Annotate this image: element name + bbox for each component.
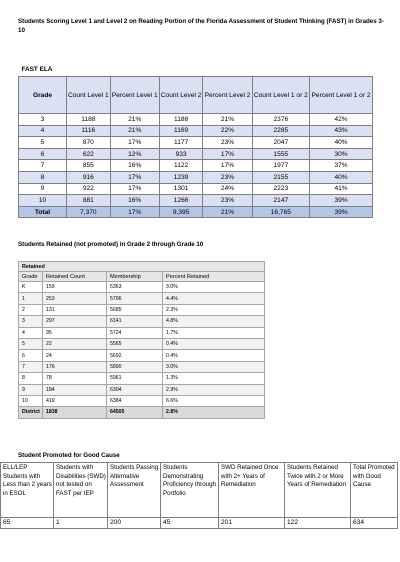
table-cell: 297 [43, 316, 107, 327]
table-cell: 131 [43, 304, 107, 315]
table-cell: Total [19, 206, 67, 218]
table-cell: 17% [203, 160, 252, 172]
table-row [19, 384, 265, 395]
column-header: Grade [19, 272, 43, 282]
table-cell: 45 [161, 518, 219, 529]
table-cell: 2147 [252, 195, 310, 207]
table-cell: 4.4% [163, 293, 265, 304]
table-cell: 8 [19, 373, 43, 384]
fast-section-title: Students Scoring Level 1 and Level 2 on Reading Portion of the Florida Assessment of Student Thinking (FAST) in Grades 3-10 [18, 18, 384, 34]
table-cell: 23% [203, 195, 252, 207]
table-cell: 21% [203, 206, 252, 218]
table-cell: 12% [110, 148, 159, 160]
promoted-header-row [1, 463, 398, 518]
column-header: Percent Level 1 or 2 [310, 77, 373, 114]
table-cell: 5565 [107, 338, 163, 349]
promoted-section-title: Student Promoted for Good Cause [18, 452, 120, 459]
table-cell: 64505 [107, 407, 163, 418]
retained-header-row [19, 272, 265, 282]
column-header: Total Promoted with Good Cause [351, 463, 398, 518]
column-header: Percent Level 1 [110, 77, 159, 114]
table-cell: 184 [43, 384, 107, 395]
table-cell: 1177 [159, 137, 203, 149]
table-row [19, 350, 265, 361]
table-cell: 1301 [159, 183, 203, 195]
table-cell: 6 [19, 148, 67, 160]
column-header: Count Level 1 or 2 [252, 77, 310, 114]
retained-table [18, 261, 265, 419]
table-cell: 5692 [107, 350, 163, 361]
column-header: Count Level 1 [67, 77, 111, 114]
column-header: Students Passing Alternative Assessment [108, 463, 161, 518]
table-cell: 419 [43, 395, 107, 406]
table-row [19, 148, 373, 160]
table-row [19, 304, 265, 315]
table-cell: 122 [285, 518, 351, 529]
table-cell: District [19, 407, 43, 418]
table-cell: 24% [203, 183, 252, 195]
table-cell: 30% [310, 148, 373, 160]
table-cell: 1122 [159, 160, 203, 172]
table-cell: 21% [110, 125, 159, 137]
table-cell: 1239 [159, 171, 203, 183]
table-cell: 41% [310, 183, 373, 195]
table-cell: 21% [110, 114, 159, 126]
table-cell: 10 [19, 195, 67, 207]
table-cell: 10 [19, 395, 43, 406]
table-cell: 1266 [159, 195, 203, 207]
column-header: Percent Retained [163, 272, 265, 282]
table-cell: 78 [43, 373, 107, 384]
table-cell: 5363 [107, 282, 163, 293]
column-header: Students Retained Twice with 2 or More Years of Remediation [285, 463, 351, 518]
table-cell: 3 [19, 114, 67, 126]
table-cell: 2155 [252, 171, 310, 183]
table-cell: 23% [203, 171, 252, 183]
table-cell: 16% [110, 160, 159, 172]
column-header: Students with Disabilities (SWD) not tested on FAST per IEP [54, 463, 108, 518]
table-cell: 2285 [252, 125, 310, 137]
column-header: Retained Count [43, 272, 107, 282]
table-cell: 1188 [67, 114, 111, 126]
table-row [19, 171, 373, 183]
table-cell: 4 [19, 125, 67, 137]
retained-table-caption: Retained [19, 262, 265, 272]
table-row [19, 125, 373, 137]
column-header: ELL/LEP Students with Less than 2 years in ESOL [1, 463, 54, 518]
table-cell: 3 [19, 316, 43, 327]
table-row [19, 195, 373, 207]
table-cell: 8 [19, 171, 67, 183]
table-cell: 253 [43, 293, 107, 304]
table-cell: 159 [43, 282, 107, 293]
column-header: Students Demonstrating Proficiency through Portfolio [161, 463, 219, 518]
table-cell: 24 [43, 350, 107, 361]
table-cell: 3.0% [163, 361, 265, 372]
table-row [19, 316, 265, 327]
table-cell: 40% [310, 137, 373, 149]
table-cell: 634 [351, 518, 398, 529]
column-header: Percent Level 2 [203, 77, 252, 114]
retained-total-row [19, 407, 265, 418]
table-cell: 1.3% [163, 373, 265, 384]
table-cell: 2.9% [163, 384, 265, 395]
table-cell: 17% [203, 148, 252, 160]
table-cell: 5724 [107, 327, 163, 338]
column-header: Count Level 2 [159, 77, 203, 114]
table-cell: 2223 [252, 183, 310, 195]
table-row [19, 361, 265, 372]
table-cell: 622 [67, 148, 111, 160]
table-cell: 916 [67, 171, 111, 183]
table-cell: 43% [310, 125, 373, 137]
table-cell: 200 [108, 518, 161, 529]
table-cell: 5 [19, 137, 67, 149]
table-cell: 1977 [252, 160, 310, 172]
table-cell: 1555 [252, 148, 310, 160]
table-cell: 17% [110, 183, 159, 195]
table-cell: 881 [67, 195, 111, 207]
fast-total-row [19, 206, 373, 218]
table-cell: 201 [219, 518, 285, 529]
table-cell: 7,370 [67, 206, 111, 218]
table-cell: 5796 [107, 293, 163, 304]
table-row [19, 395, 265, 406]
table-cell: 5890 [107, 361, 163, 372]
table-cell: 40% [310, 171, 373, 183]
table-cell: 870 [67, 137, 111, 149]
table-cell: 22% [203, 125, 252, 137]
promoted-good-cause-table [0, 462, 398, 529]
table-cell: 2 [19, 304, 43, 315]
table-cell: 17% [110, 137, 159, 149]
table-cell: 17% [110, 206, 159, 218]
table-cell: 95 [43, 327, 107, 338]
table-cell: 7 [19, 361, 43, 372]
table-cell: 2.8% [163, 407, 265, 418]
table-cell: 7 [19, 160, 67, 172]
table-row [19, 137, 373, 149]
column-header: SWD Retained Once with 2+ Years of Remediation [219, 463, 285, 518]
table-cell: 922 [67, 183, 111, 195]
table-row [19, 114, 373, 126]
table-row [19, 183, 373, 195]
table-cell: 42% [310, 114, 373, 126]
table-cell: 5961 [107, 373, 163, 384]
table-cell: 17% [110, 171, 159, 183]
table-cell: 6141 [107, 316, 163, 327]
table-cell: 2047 [252, 137, 310, 149]
table-cell: 176 [43, 361, 107, 372]
table-cell: 933 [159, 148, 203, 160]
retained-section-title: Students Retained (not promoted) in Grade 2 through Grade 10 [18, 241, 204, 248]
table-cell: 4 [19, 327, 43, 338]
table-cell: 4.8% [163, 316, 265, 327]
column-header: Grade [19, 77, 67, 114]
table-cell: 9 [19, 384, 43, 395]
table-cell: 1 [54, 518, 108, 529]
table-cell: 6304 [107, 384, 163, 395]
table-cell: K [19, 282, 43, 293]
fast-header-row [19, 77, 373, 114]
table-cell: 37% [310, 160, 373, 172]
table-cell: 0.4% [163, 338, 265, 349]
fast-table-caption: FAST ELA [19, 62, 373, 77]
table-row [19, 293, 265, 304]
table-cell: 1 [19, 293, 43, 304]
table-row [19, 160, 373, 172]
table-row [19, 373, 265, 384]
table-cell: 1188 [159, 114, 203, 126]
table-cell: 2376 [252, 114, 310, 126]
table-cell: 5 [19, 338, 43, 349]
table-row [19, 282, 265, 293]
table-cell: 1.7% [163, 327, 265, 338]
table-cell: 2.3% [163, 304, 265, 315]
table-cell: 6 [19, 350, 43, 361]
table-cell: 9 [19, 183, 67, 195]
table-cell: 16,765 [252, 206, 310, 218]
table-cell: 3.0% [163, 282, 265, 293]
promoted-values-row [1, 518, 398, 529]
table-cell: 1169 [159, 125, 203, 137]
fast-ela-table [18, 62, 373, 218]
table-cell: 9,395 [159, 206, 203, 218]
column-header: Membership [107, 272, 163, 282]
table-cell: 23% [203, 137, 252, 149]
table-cell: 6.6% [163, 395, 265, 406]
table-cell: 1116 [67, 125, 111, 137]
table-cell: 1838 [43, 407, 107, 418]
table-cell: 6384 [107, 395, 163, 406]
table-cell: 855 [67, 160, 111, 172]
table-cell: 65 [1, 518, 54, 529]
table-cell: 39% [310, 206, 373, 218]
table-cell: 5685 [107, 304, 163, 315]
table-cell: 39% [310, 195, 373, 207]
table-cell: 22 [43, 338, 107, 349]
table-cell: 0.4% [163, 350, 265, 361]
table-cell: 21% [203, 114, 252, 126]
table-row [19, 327, 265, 338]
table-row [19, 338, 265, 349]
table-cell: 16% [110, 195, 159, 207]
